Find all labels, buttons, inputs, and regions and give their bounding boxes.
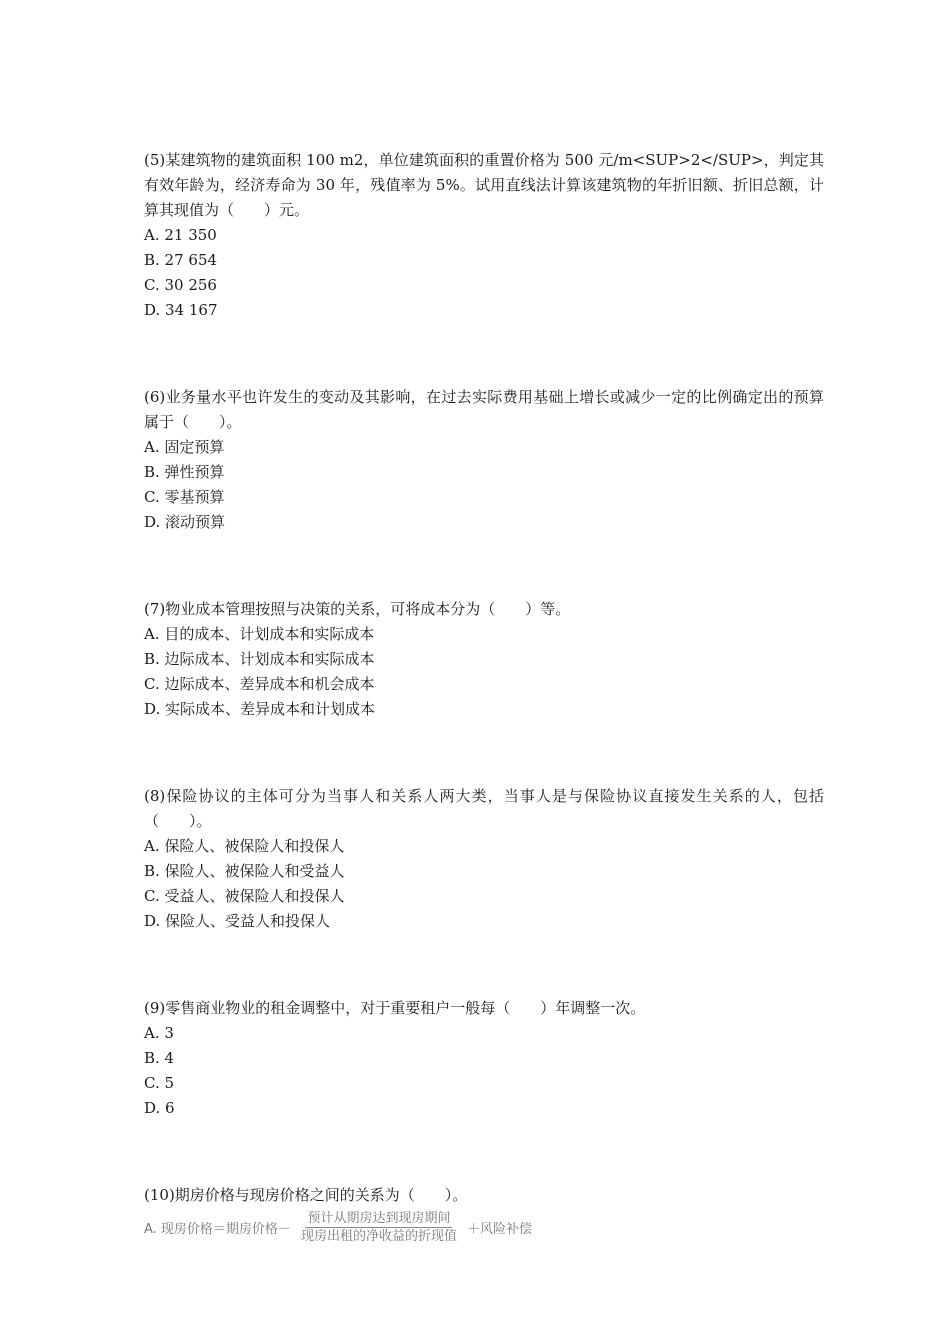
option-b: B. 保险人、被保险人和受益人 [144, 862, 345, 880]
option-a: A. 目的成本、计划成本和实际成本 [144, 625, 375, 643]
question-list [144, 148, 824, 1245]
spacer [144, 323, 824, 385]
option-a: A. 3 [144, 1024, 174, 1042]
formula-left: A. 现房价格＝期房价格－ [144, 1222, 291, 1237]
spacer [144, 934, 824, 996]
option-c: C. 零基预算 [144, 488, 225, 506]
option-d: D. 6 [144, 1099, 175, 1117]
option-b: B. 弹性预算 [144, 463, 225, 481]
option-d: D. 实际成本、差异成本和计划成本 [144, 700, 376, 718]
option-c: C. 30 256 [144, 276, 217, 294]
spacer [144, 535, 824, 597]
question-stem: (10)期房价格与现房价格之间的关系为（ ）。 [144, 1186, 468, 1204]
question-6 [144, 385, 824, 535]
spacer [144, 722, 824, 784]
question-stem: (9)零售商业物业的租金调整中，对于重要租户一般每（ ）年调整一次。 [144, 999, 646, 1017]
formula-denominator: 现房出租的净收益的折现值 [300, 1229, 457, 1244]
option-a: A. 固定预算 [144, 438, 225, 456]
formula-right: ＋风险补偿 [466, 1222, 532, 1237]
option-d: D. 保险人、受益人和投保人 [144, 912, 331, 930]
option-a: A. 21 350 [144, 226, 217, 244]
question-8 [144, 784, 824, 934]
spacer [144, 1121, 824, 1183]
formula-image-option-a [144, 1210, 824, 1245]
question-stem: (7)物业成本管理按照与决策的关系，可将成本分为（ ）等。 [144, 600, 571, 618]
question-10 [144, 1183, 824, 1245]
option-c: C. 5 [144, 1074, 175, 1092]
question-stem: (5)某建筑物的建筑面积 100 m2，单位建筑面积的重置价格为 500 元/m<SUP>2</SUP>，判定其有效年龄为，经济寿命为 30 年，残值率为 5%。试用直线法计算该建筑物的年折旧额、折旧总额，计算其现值为（ ）元。 [144, 151, 824, 219]
formula-numerator: 预计从期房达到现房期间 [307, 1211, 451, 1226]
option-b: B. 4 [144, 1049, 175, 1067]
question-9 [144, 996, 824, 1121]
question-stem: (6)业务量水平也许发生的变动及其影响，在过去实际费用基础上增长或减少一定的比例确定出的预算属于（ ）。 [144, 388, 824, 431]
option-b: B. 边际成本、计划成本和实际成本 [144, 650, 375, 668]
option-c: C. 边际成本、差异成本和机会成本 [144, 675, 375, 693]
formula-fraction [299, 1210, 459, 1245]
option-b: B. 27 654 [144, 251, 218, 269]
option-d: D. 滚动预算 [144, 513, 226, 531]
question-stem: (8)保险协议的主体可分为当事人和关系人两大类，当事人是与保险协议直接发生关系的人，包括（ ）。 [144, 787, 824, 830]
option-a: A. 保险人、被保险人和投保人 [144, 837, 345, 855]
question-5 [144, 148, 824, 323]
question-7 [144, 597, 824, 722]
option-c: C. 受益人、被保险人和投保人 [144, 887, 345, 905]
option-d: D. 34 167 [144, 301, 218, 319]
